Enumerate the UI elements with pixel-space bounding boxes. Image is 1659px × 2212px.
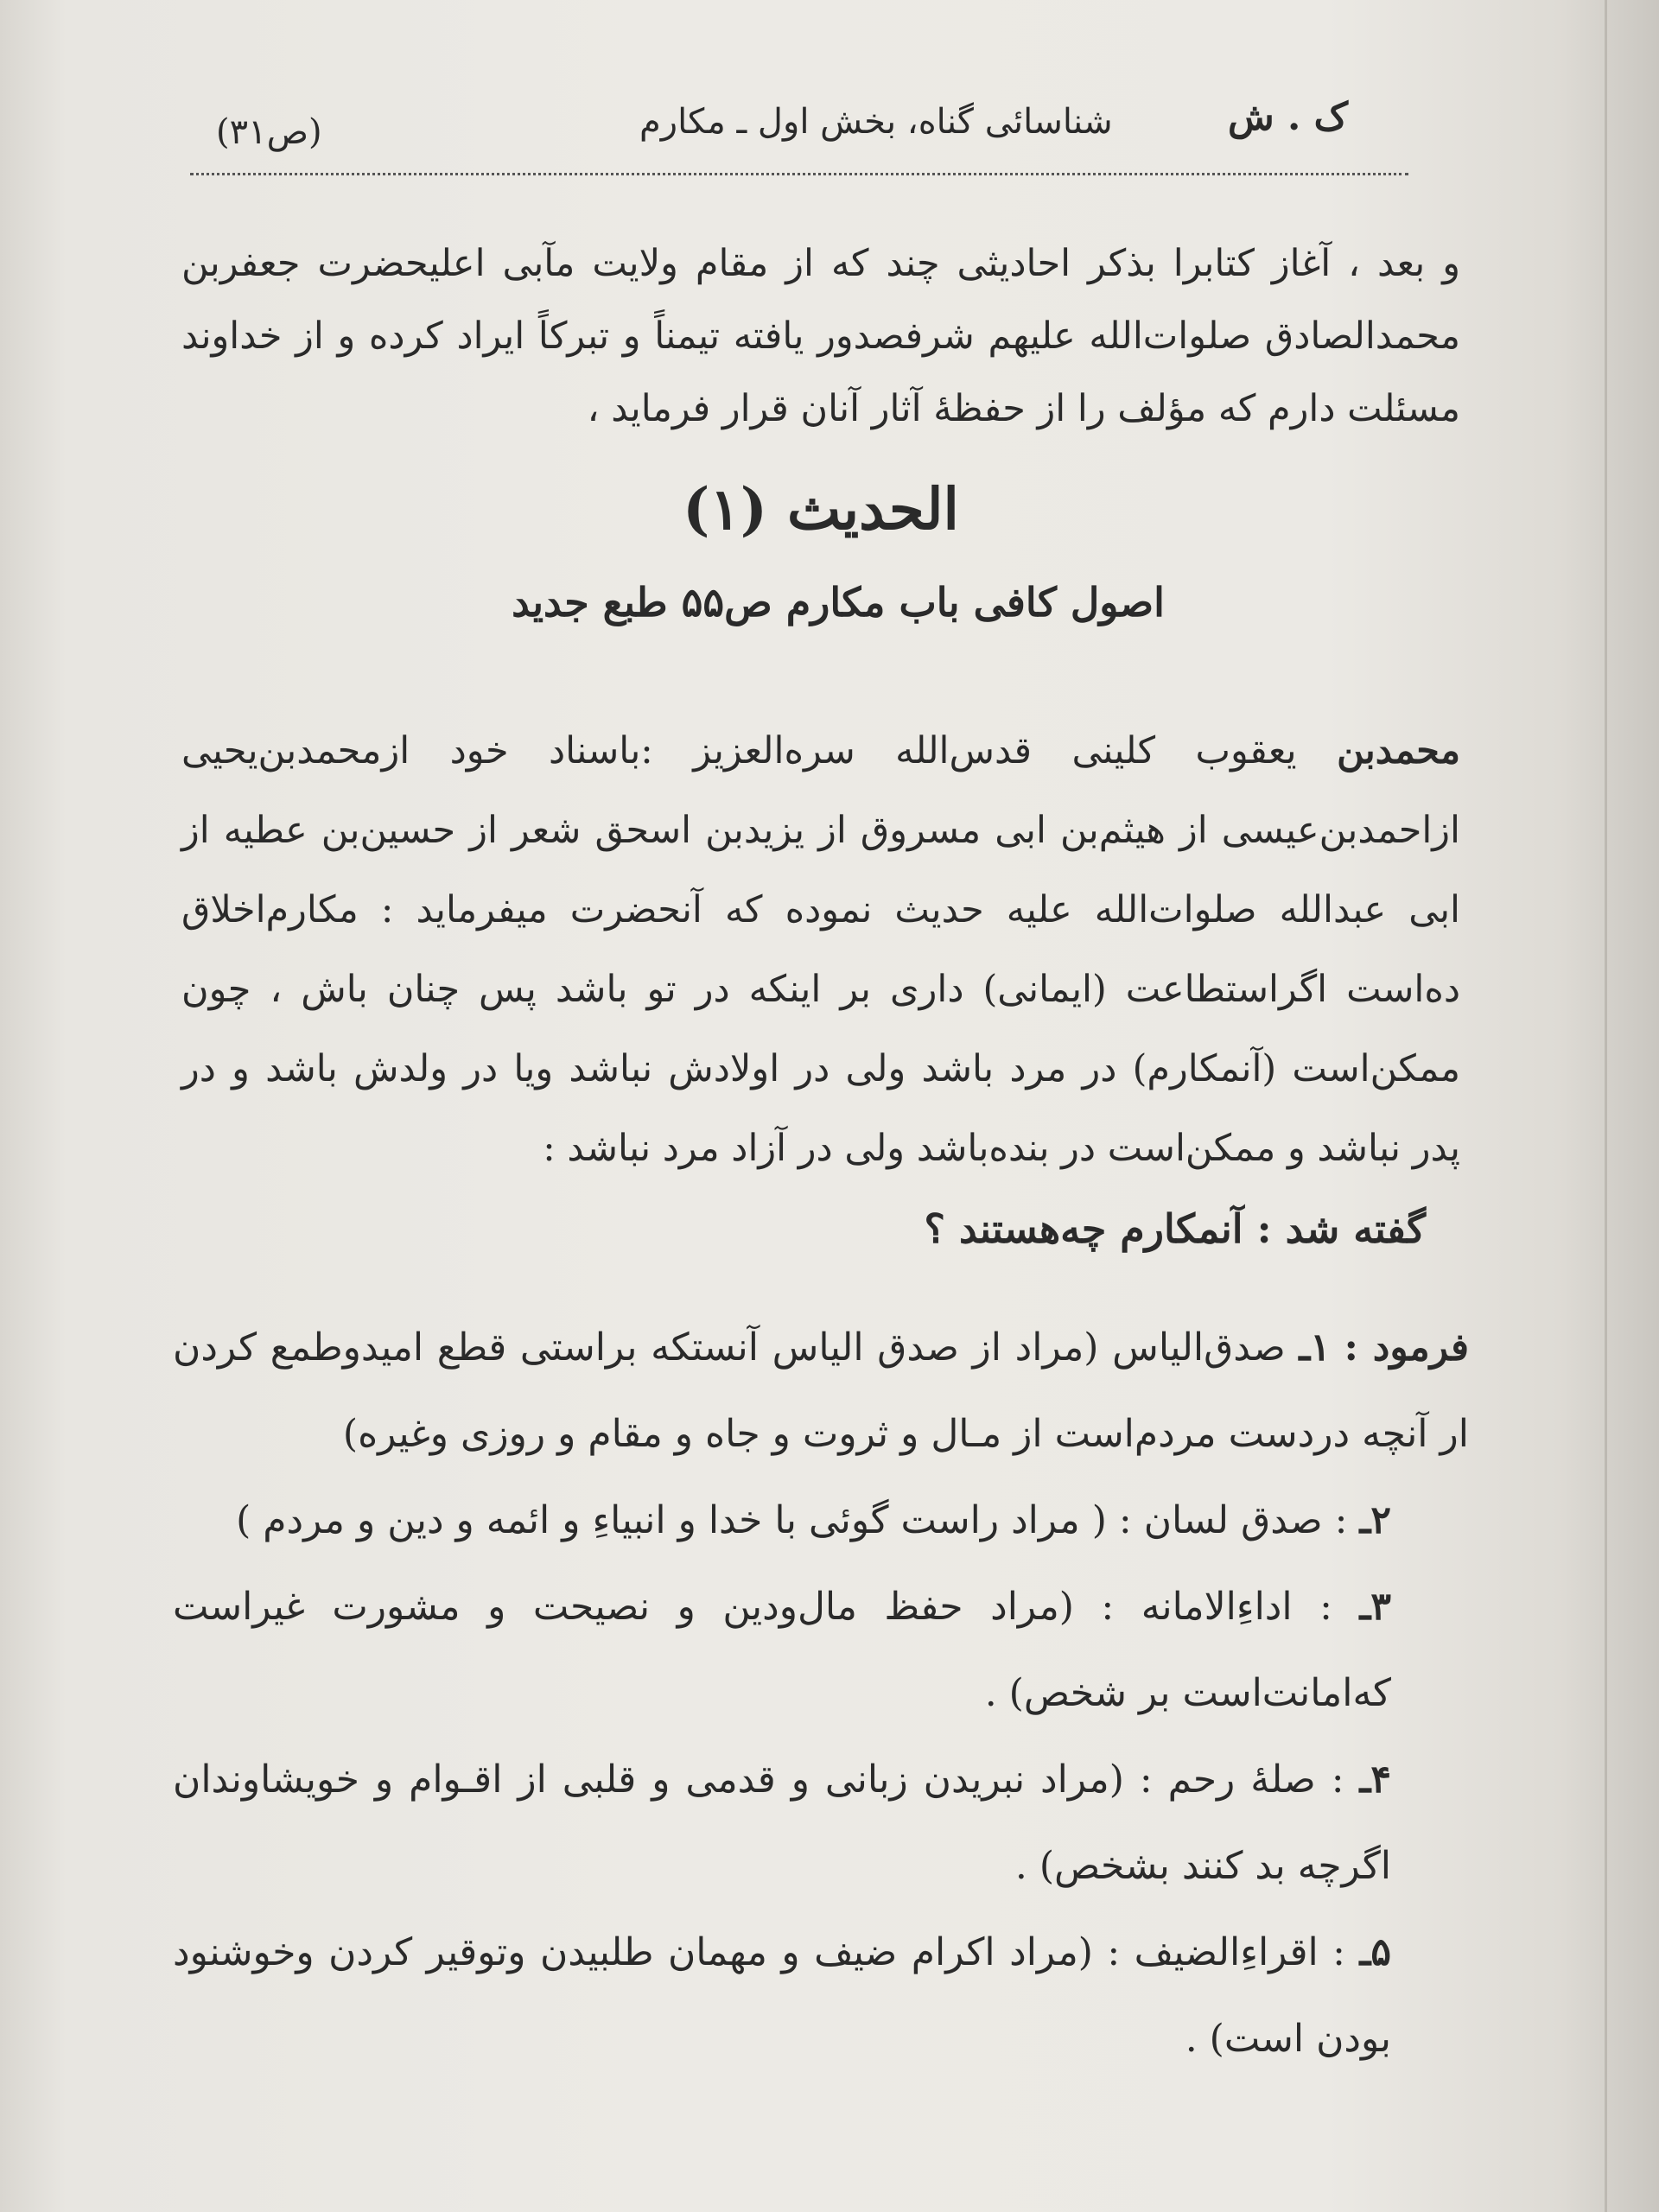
list-lead: فرمود : [1344, 1325, 1470, 1370]
page-edge [1605, 0, 1607, 2212]
hadith-source: اصول کافی باب مکارم ص۵۵ طبع جدید [512, 579, 1165, 626]
running-head [190, 95, 1408, 175]
item-text: : صدق لسان : ( مراد راست گوئی با خدا و انبیاءِ و ائمه و دین و مردم ) [236, 1498, 1348, 1542]
list-item [173, 1564, 1469, 1737]
running-title: شناسائی گناه، بخش اول ـ مکارم [639, 102, 1113, 142]
item-number: ۴ـ [1359, 1758, 1391, 1802]
intro-paragraph: و بعد ، آغاز کتابرا بذکر احادیثی چند که از مقام ولایت مآبی اعلیحضرت جعفربن محمدالصادق صلوات‌الله علیهم شرفصدور یافته تیمناً و تبرکاً ایراد کرده و از خداوند مسئلت دارم که مؤلف را از حفظهٔ آثار آنان قرار فرماید ، [181, 242, 1460, 430]
item-text: : اقراءِالضیف : (مراد اکرام ضیف و مهمان طلبیدن وتوقیر کردن وخوشنود بودن است) . [173, 1930, 1391, 2061]
author-initials: ک . ش [1227, 95, 1348, 139]
item-number: ۳ـ [1359, 1585, 1391, 1629]
item-text: صدق‌الیاس (مراد از صدق الیاس آنستکه براستی قطع امیدوطمع کردن ار آنچه دردست مردم‌است از مـال و ثروت و جاه و مقام و روزی وغیره) [173, 1325, 1469, 1456]
item-number: ۲ـ [1359, 1498, 1391, 1542]
item-text: : صلهٔ رحم : (مراد نبریدن زبانی و قدمی و قلبی از اقـوام و خویشاوندان اگرچه بد کنند بشخص) . [173, 1758, 1391, 1888]
narration-text: یعقوب کلینی قدس‌الله سره‌العزیز :باسناد خود ازمحمدبن‌یحیی ازاحمد‌بن‌عیسی از هیثم‌بن ابی مسروق از یزیدبن اسحق شعر از حسین‌بن عطیه از ابی عبدالله صلوات‌الله علیه حدیث نموده که آنحضرت میفرماید : مکارم‌اخلاق ده‌است اگراستطاعت (ایمانی) داری بر اینکه در تو باشد پس چنان باش ، چون ممکن‌است (آنمکارم) در مرد باشد ولی در اولادش نباشد ویا در ولدش باشد و در پدر نباشد و ممکن‌است در بنده‌باشد ولی در آزاد مرد نباشد : [181, 729, 1461, 1170]
item-number: ۱ـ [1299, 1325, 1331, 1370]
item-text: : اداءِالامانه : (مراد حفظ مال‌ودین و نصیحت و مشورت غیراست که‌امانت‌است بر شخص) . [173, 1585, 1391, 1715]
book-page [130, 35, 1564, 2177]
list-item [173, 1305, 1469, 1478]
list-item [173, 1737, 1469, 1910]
page-reference: (ص۳۱) [216, 112, 322, 152]
item-number: ۵ـ [1359, 1930, 1391, 1974]
virtues-list [173, 1305, 1469, 2082]
hadith-title: الحدیث (۱) [683, 475, 959, 543]
hadith-narration [181, 711, 1460, 1188]
list-item [173, 1478, 1469, 1564]
question-line: گفته شد : آنمکارم چه‌هستند ؟ [924, 1205, 1426, 1252]
list-item [173, 1910, 1469, 2082]
narration-lead: محمدبن [1337, 729, 1460, 772]
